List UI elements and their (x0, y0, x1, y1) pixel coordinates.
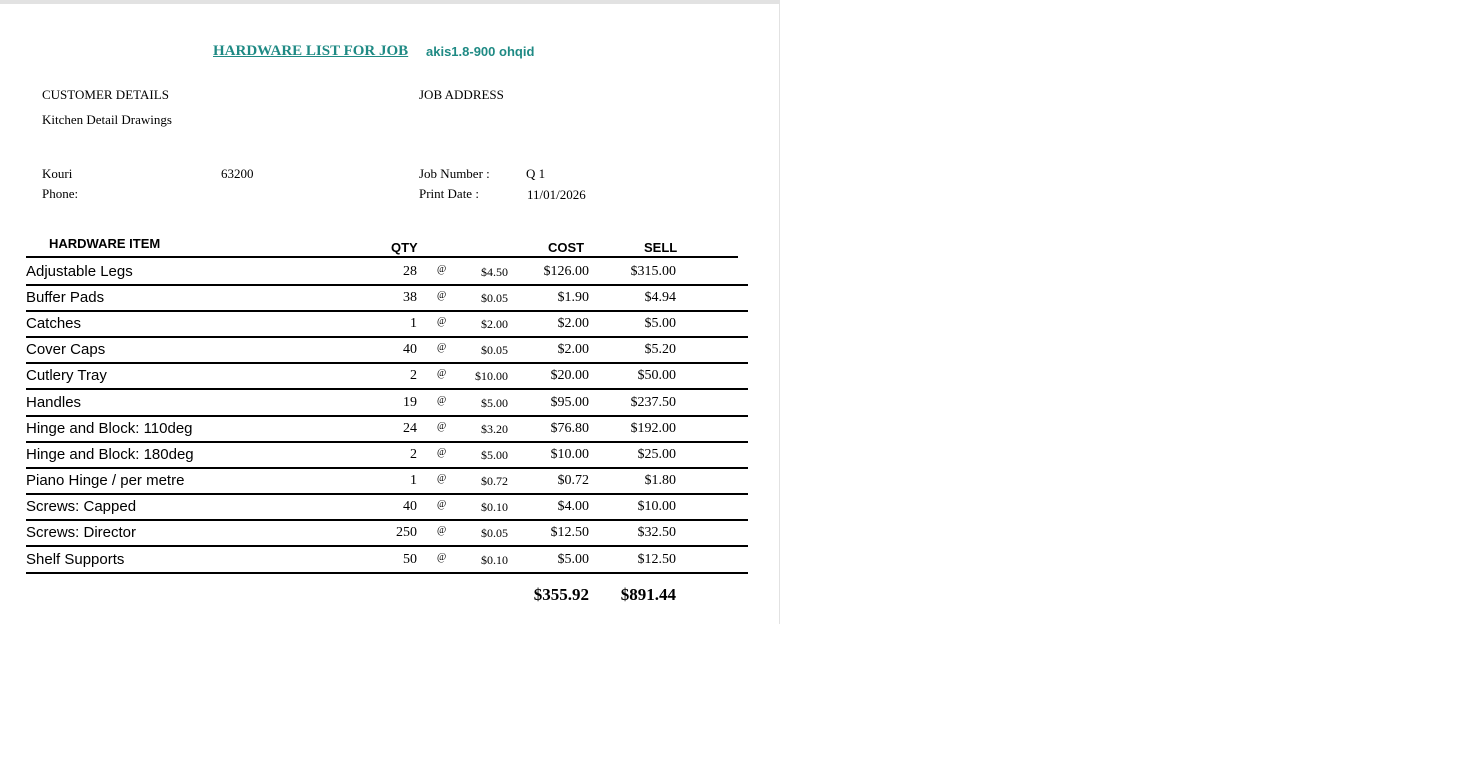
hardware-item-name: Piano Hinge / per metre (26, 472, 185, 489)
unit-price-value: $2.00 (481, 317, 508, 331)
job-number-value: Q 1 (526, 166, 546, 181)
at-symbol: @ (437, 525, 447, 536)
unit-price-value: $3.20 (481, 422, 508, 436)
cost-value: $76.80 (550, 421, 589, 436)
table-row (26, 493, 748, 521)
unit-price-value: $5.00 (481, 396, 508, 410)
job-number-label: Job Number : (419, 166, 490, 181)
sell-value: $4.94 (644, 290, 676, 305)
at-symbol: @ (437, 421, 447, 432)
table-row (26, 441, 748, 469)
unit-price-value: $0.72 (481, 474, 508, 488)
sell-value: $12.50 (637, 552, 676, 567)
cost-value: $2.00 (557, 342, 589, 357)
quantity-value: 1 (410, 316, 417, 331)
unit-price-value: $5.00 (481, 448, 508, 462)
quantity-value: 1 (410, 473, 417, 488)
at-symbol: @ (437, 342, 447, 353)
table-row (26, 467, 748, 495)
quantity-value: 2 (410, 368, 417, 383)
hardware-item-name: Buffer Pads (26, 289, 105, 306)
cost-value: $126.00 (543, 264, 589, 279)
quantity-value: 50 (403, 552, 417, 567)
unit-price-value: $4.50 (481, 265, 508, 279)
at-symbol: @ (437, 395, 447, 406)
cost-value: $0.72 (557, 473, 589, 488)
hardware-item-name: Hinge and Block: 180deg (26, 446, 194, 463)
at-symbol: @ (437, 316, 447, 327)
quantity-value: 40 (403, 499, 417, 514)
sell-value: $237.50 (630, 395, 676, 410)
total-sell: $891.44 (620, 585, 676, 604)
document-title: HARDWARE LIST FOR JOB (213, 43, 409, 59)
sell-value: $1.80 (644, 473, 676, 488)
at-symbol: @ (437, 290, 447, 301)
quantity-value: 24 (403, 421, 417, 436)
customer-postcode: 63200 (221, 166, 254, 181)
table-row (26, 362, 748, 390)
quantity-value: 28 (403, 264, 417, 279)
unit-price-value: $0.10 (481, 500, 508, 514)
hardware-item-name: Adjustable Legs (26, 263, 133, 280)
sell-value: $192.00 (630, 421, 676, 436)
at-symbol: @ (437, 368, 447, 379)
column-header-cost: COST (548, 240, 585, 255)
sell-value: $315.00 (630, 264, 676, 279)
unit-price-value: $10.00 (475, 369, 508, 383)
at-symbol: @ (437, 447, 447, 458)
sell-value: $50.00 (637, 368, 676, 383)
at-symbol: @ (437, 264, 447, 275)
cost-value: $12.50 (550, 525, 589, 540)
customer-name: Kouri (42, 166, 73, 181)
unit-price-value: $0.10 (481, 553, 508, 567)
total-cost: $355.92 (533, 585, 589, 604)
at-symbol: @ (437, 499, 447, 510)
table-row (26, 389, 748, 417)
quantity-value: 19 (403, 395, 417, 410)
cost-value: $20.00 (550, 368, 589, 383)
unit-price-value: $0.05 (481, 526, 508, 540)
hardware-item-name: Cover Caps (26, 341, 106, 358)
hardware-item-name: Catches (26, 315, 82, 332)
sell-value: $32.50 (637, 525, 676, 540)
sell-value: $5.20 (644, 342, 676, 357)
at-symbol: @ (437, 473, 447, 484)
cost-value: $95.00 (550, 395, 589, 410)
sell-value: $5.00 (644, 316, 676, 331)
quantity-value: 38 (403, 290, 417, 305)
table-row (26, 336, 748, 364)
sell-value: $10.00 (637, 499, 676, 514)
table-row (26, 284, 748, 312)
customer-phone-label: Phone: (42, 186, 79, 201)
sell-value: $25.00 (637, 447, 676, 462)
table-row (26, 415, 748, 443)
hardware-item-name: Hinge and Block: 110deg (26, 420, 193, 437)
cost-value: $1.90 (557, 290, 589, 305)
table-row (26, 546, 748, 574)
cost-value: $5.00 (557, 552, 589, 567)
job-address-label: JOB ADDRESS (419, 87, 504, 102)
unit-price-value: $0.05 (481, 291, 508, 305)
cost-value: $4.00 (557, 499, 589, 514)
table-row (26, 310, 748, 338)
at-symbol: @ (437, 552, 447, 563)
hardware-item-name: Handles (26, 394, 82, 411)
customer-details-label: CUSTOMER DETAILS (42, 87, 169, 102)
hardware-item-name: Cutlery Tray (26, 367, 107, 384)
cost-value: $2.00 (557, 316, 589, 331)
column-header-qty: QTY (391, 240, 418, 255)
cost-value: $10.00 (550, 447, 589, 462)
quantity-value: 40 (403, 342, 417, 357)
job-code: akis1.8-900 ohqid (426, 44, 535, 59)
print-date-value: 11/01/2026 (527, 187, 586, 202)
column-header-item: HARDWARE ITEM (49, 236, 161, 251)
table-row (26, 519, 748, 547)
print-date-label: Print Date : (419, 186, 479, 201)
hardware-item-name: Screws: Director (26, 524, 137, 541)
unit-price-value: $0.05 (481, 343, 508, 357)
customer-description: Kitchen Detail Drawings (42, 112, 172, 127)
hardware-item-name: Screws: Capped (26, 498, 137, 515)
column-header-sell: SELL (644, 240, 678, 255)
hardware-item-name: Shelf Supports (26, 551, 125, 568)
quantity-value: 250 (396, 525, 417, 540)
quantity-value: 2 (410, 447, 417, 462)
table-row (26, 258, 748, 286)
hardware-list-document (0, 0, 780, 624)
